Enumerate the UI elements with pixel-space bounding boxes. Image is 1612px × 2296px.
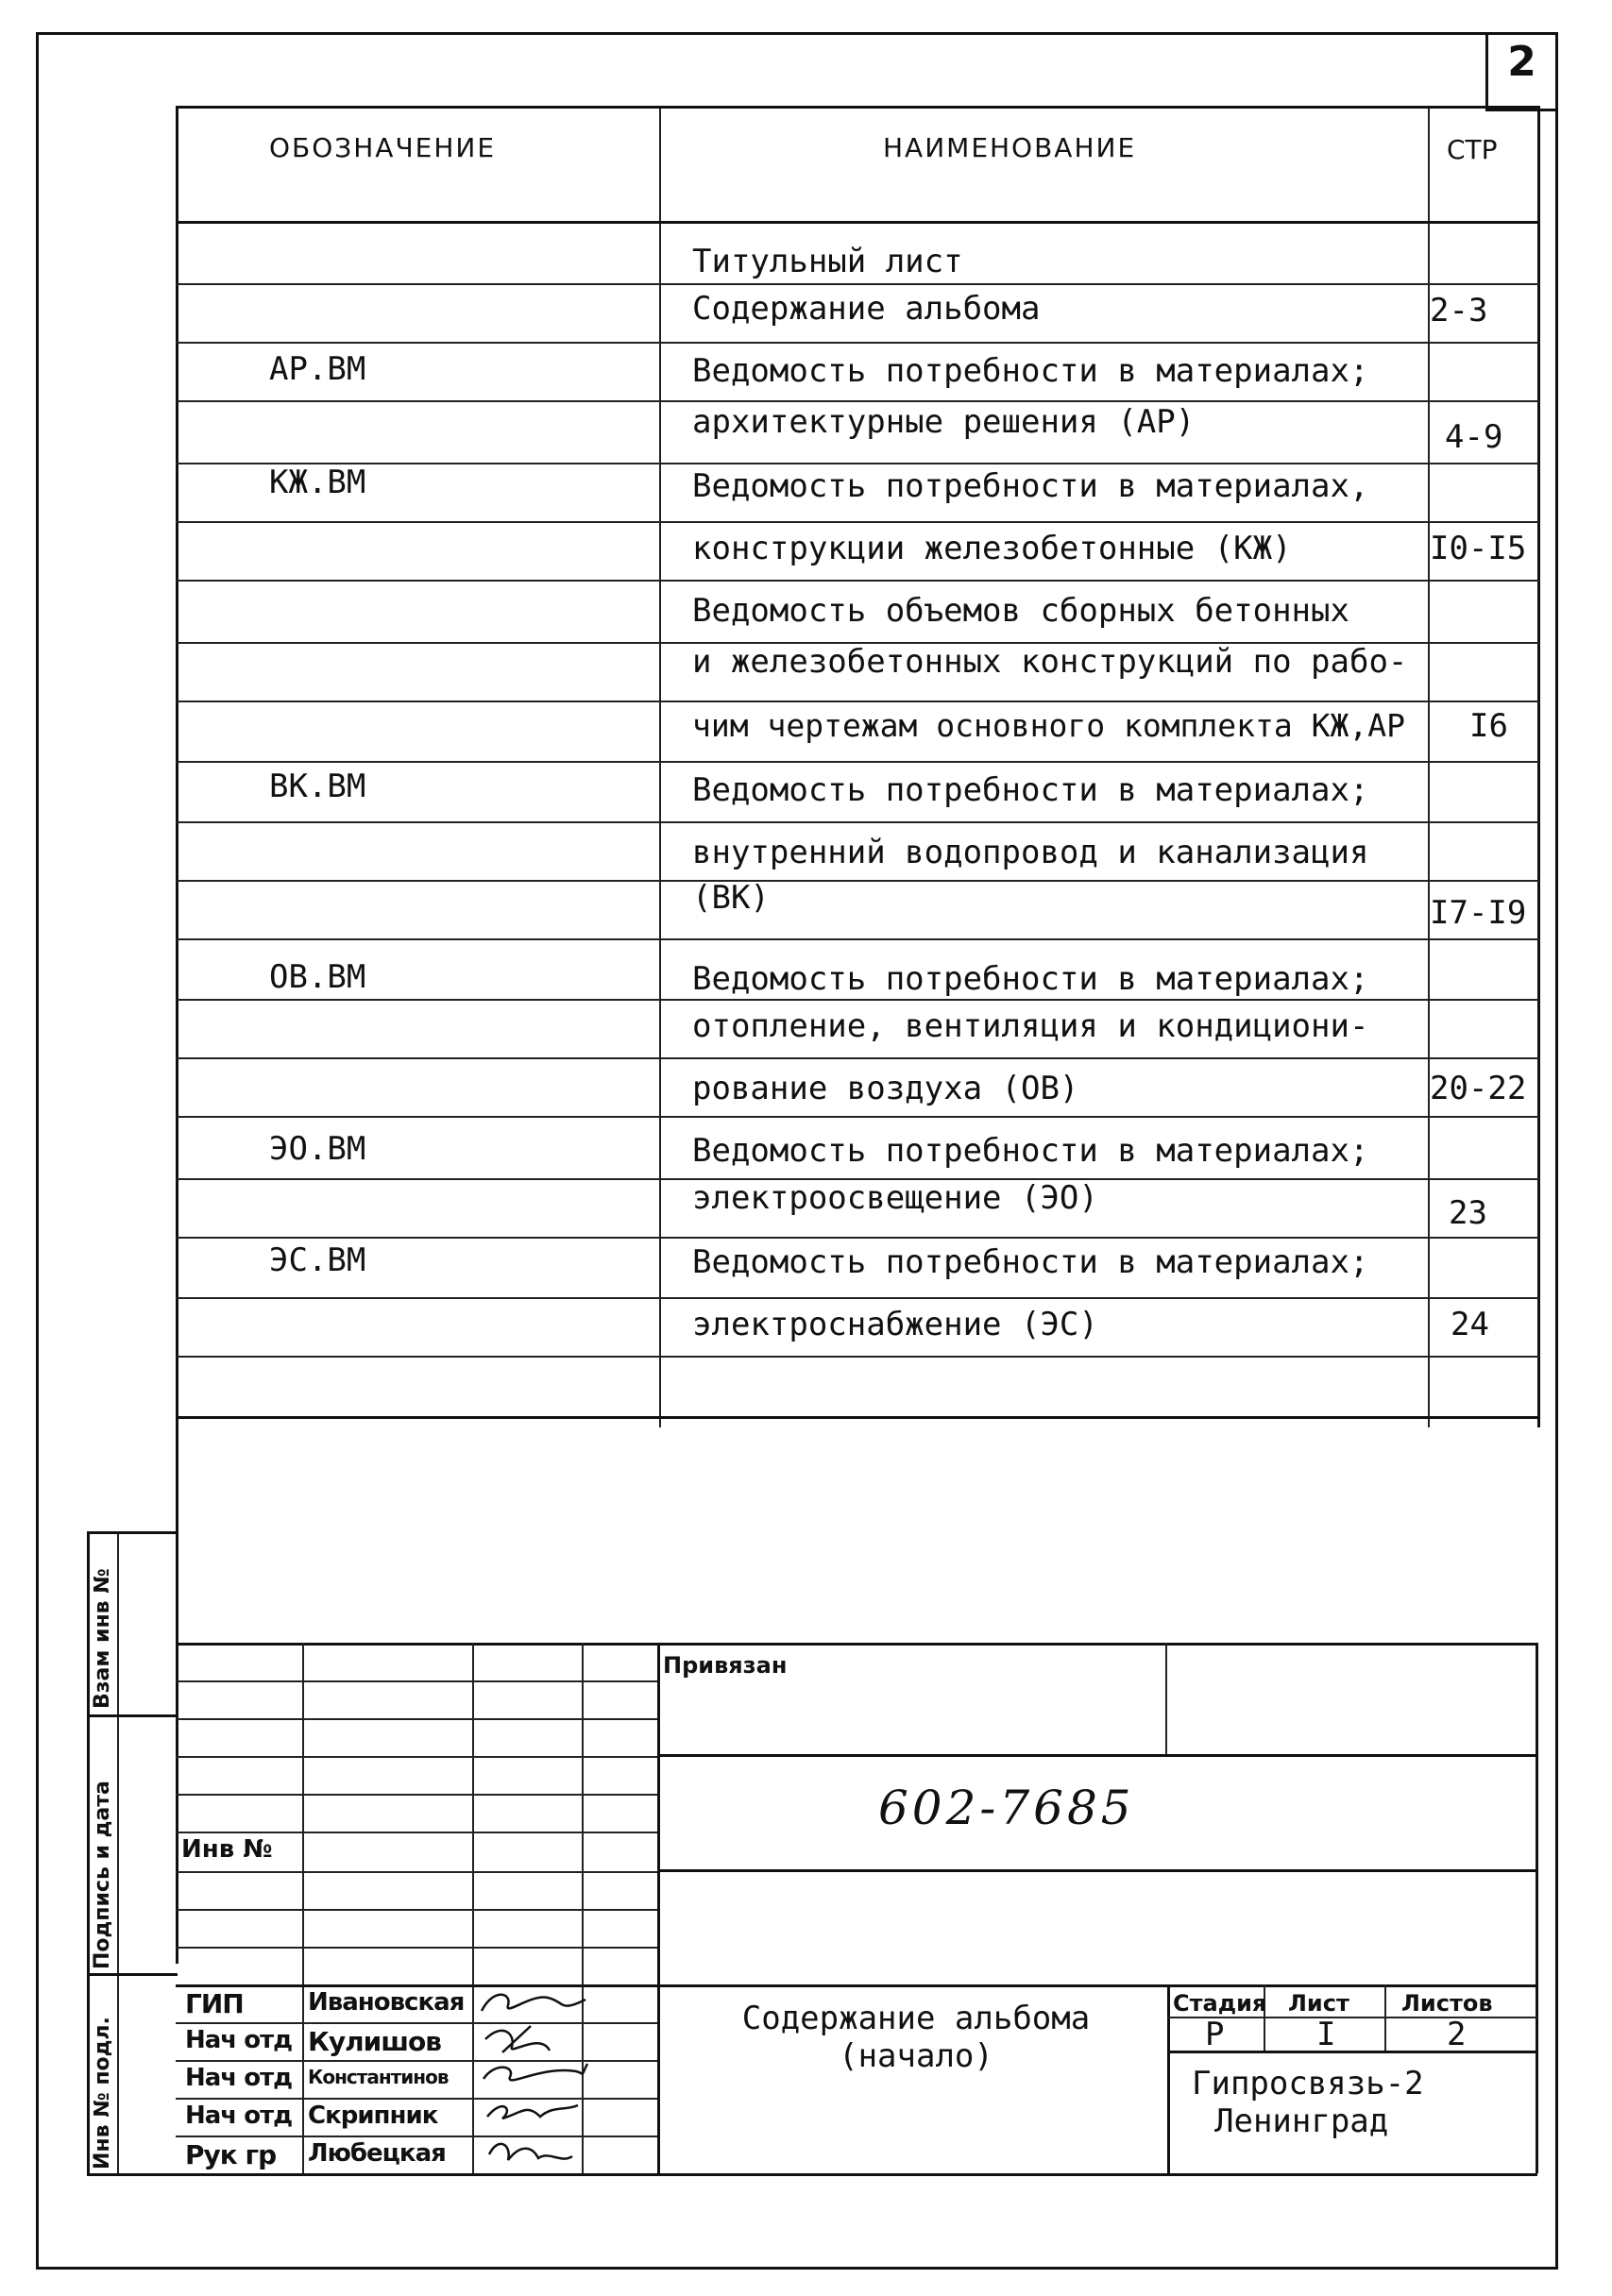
signer-name: Скрипник — [308, 2102, 438, 2130]
side-strip-bottom — [87, 2173, 178, 2176]
row-line — [176, 1057, 1539, 1059]
table-divider-1 — [659, 106, 661, 1427]
row-text: (ВК) — [692, 879, 770, 917]
signer-role: Нач отд — [185, 2026, 293, 2054]
row-line — [176, 463, 1539, 464]
stamp-row — [176, 1909, 657, 1911]
table-bottom-border — [176, 1416, 1539, 1419]
stamp-row — [176, 1794, 657, 1796]
row-page: 24 — [1451, 1306, 1489, 1343]
sheet-label: Лист — [1288, 1990, 1349, 2017]
row-text: Ведомость потребности в материалах; — [692, 1243, 1369, 1281]
stamp-row — [176, 1756, 657, 1758]
row-line — [176, 1356, 1539, 1358]
row-page: I7-I9 — [1430, 894, 1527, 932]
row-line — [176, 521, 1539, 523]
stamp-row — [176, 1680, 657, 1682]
side-strip-top — [87, 1531, 178, 1534]
label-vzam-inv: Взам инв № — [91, 1568, 114, 1709]
table-left-border — [176, 106, 178, 1964]
header-page: СТР — [1447, 134, 1498, 165]
row-line — [176, 999, 1539, 1001]
label-inv-podl: Инв № подл. — [91, 2017, 114, 2169]
row-text: Ведомость потребности в материалах; — [692, 352, 1369, 390]
side-strip-sep — [87, 1973, 178, 1976]
side-strip-left — [87, 1531, 90, 2173]
row-line — [176, 821, 1539, 823]
side-strip-divider — [117, 1531, 119, 2173]
signer-name: Константинов — [308, 2066, 449, 2088]
sheets-label: Листов — [1401, 1990, 1493, 2017]
row-text: Ведомость объемов сборных бетонных — [692, 592, 1349, 630]
row-text: конструкции железобетонные (КЖ) — [692, 530, 1292, 567]
row-line — [176, 880, 1539, 882]
sheets-value: 2 — [1447, 2016, 1467, 2053]
privyazan-label: Привязан — [663, 1652, 788, 1679]
row-code: ВК.ВМ — [269, 768, 366, 805]
row-text: отопление, вентиляция и кондициони- — [692, 1007, 1369, 1045]
signer-name: Кулишов — [308, 2026, 441, 2057]
side-strip-sep — [87, 1714, 178, 1717]
row-text: архитектурные решения (АР) — [692, 403, 1196, 441]
row-text: электроснабжение (ЭС) — [692, 1306, 1098, 1343]
row-text: электроосвещение (ЭО) — [692, 1179, 1098, 1217]
signer-name: Ивановская — [308, 1988, 465, 2017]
sheet-number: 2 — [1507, 38, 1536, 86]
doc-number: 602-7685 — [878, 1781, 1135, 1835]
stamp-col — [302, 1643, 304, 2173]
stamp-line — [657, 1754, 1537, 1757]
row-text: Ведомость потребности в материалах; — [692, 771, 1369, 809]
inv-no-label: Инв № — [181, 1835, 273, 1864]
org-line2: Ленинград — [1214, 2102, 1389, 2140]
row-line — [176, 1297, 1539, 1299]
row-line — [176, 938, 1539, 940]
row-text: Содержание альбома — [692, 290, 1041, 328]
org-line1: Гипросвязь-2 — [1192, 2065, 1424, 2102]
row-text: чим чертежам основного комплекта КЖ,АР — [692, 707, 1405, 744]
row-line — [176, 1116, 1539, 1118]
stage-value: Р — [1205, 2016, 1225, 2053]
table-right-border — [1537, 106, 1540, 1427]
sheet-title-line1: Содержание альбома — [741, 2000, 1091, 2037]
stamp-bottom — [176, 2173, 1537, 2176]
stamp-privyazan-divider — [1165, 1643, 1167, 1754]
stamp-row — [176, 1832, 657, 1833]
row-line — [176, 283, 1539, 285]
row-code: АР.ВМ — [269, 350, 366, 388]
signer-role: ГИП — [185, 1988, 244, 2019]
sheet-value: I — [1316, 2016, 1336, 2053]
stamp-main-divider — [657, 1643, 660, 2173]
row-line — [176, 342, 1539, 344]
stamp-right — [1536, 1643, 1538, 2173]
signer-role: Рук гр — [185, 2139, 277, 2170]
row-page: 4-9 — [1445, 418, 1503, 456]
row-text: Ведомость потребности в материалах; — [692, 960, 1369, 998]
row-page: I6 — [1469, 707, 1508, 745]
label-podpis-data: Подпись и дата — [91, 1781, 114, 1969]
header-designation: ОБОЗНАЧЕНИЕ — [269, 132, 497, 163]
row-text: и железобетонных конструкций по рабо- — [692, 643, 1408, 681]
row-code: ЭО.ВМ — [269, 1130, 366, 1168]
row-line — [176, 1237, 1539, 1239]
header-name: НАИМЕНОВАНИЕ — [883, 132, 1137, 163]
signer-role: Нач отд — [185, 2064, 293, 2092]
row-page: 23 — [1449, 1194, 1487, 1232]
row-page: 20-22 — [1430, 1070, 1527, 1107]
sheet-title-line2: (начало) — [839, 2037, 993, 2075]
row-text: внутренний водопровод и канализация — [692, 834, 1369, 871]
stage-label: Стадия — [1173, 1990, 1267, 2017]
row-text: Титульный лист — [692, 243, 963, 280]
stamp-top — [176, 1643, 1537, 1646]
row-code: ОВ.ВМ — [269, 958, 366, 996]
row-line — [176, 400, 1539, 402]
stamp-row-major — [176, 1984, 1537, 1987]
row-line — [176, 580, 1539, 582]
stamp-stage-divider — [1167, 1984, 1170, 2173]
row-text: рование воздуха (ОВ) — [692, 1070, 1079, 1107]
table-top-border — [176, 106, 1539, 109]
header-bottom-border — [176, 221, 1539, 224]
row-page: 2-3 — [1430, 292, 1488, 329]
row-code: ЭС.ВМ — [269, 1241, 366, 1279]
stamp-row — [176, 1871, 657, 1873]
row-text: Ведомость потребности в материалах; — [692, 1132, 1369, 1170]
stamp-row — [176, 1718, 657, 1720]
stamp-row — [176, 1947, 657, 1949]
signatures-drawing — [474, 1984, 597, 2173]
row-text: Ведомость потребности в материалах, — [692, 467, 1369, 505]
row-code: КЖ.ВМ — [269, 464, 366, 501]
row-line — [176, 701, 1539, 702]
signer-role: Нач отд — [185, 2102, 293, 2130]
row-page: I0-I5 — [1430, 530, 1527, 567]
row-line — [176, 761, 1539, 763]
stamp-line — [657, 1869, 1537, 1872]
signer-name: Любецкая — [308, 2139, 446, 2168]
